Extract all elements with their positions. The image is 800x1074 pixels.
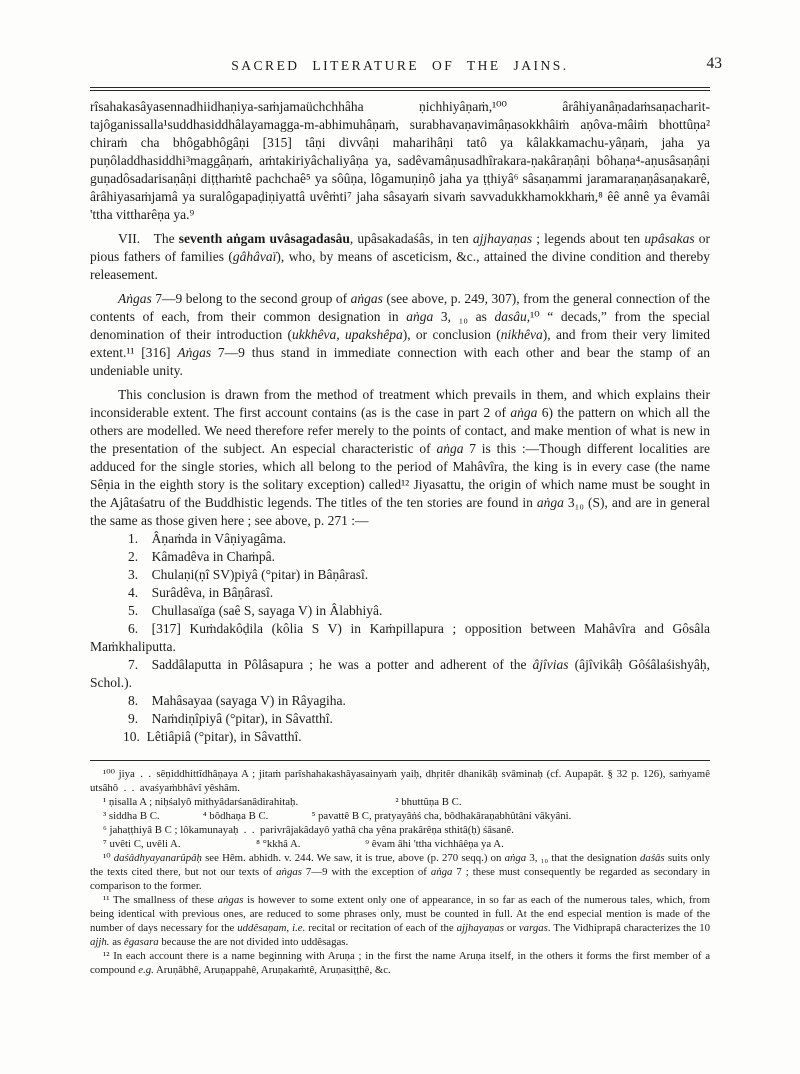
list-item-10 [90, 728, 710, 746]
text-segment: ukkhêva, upakshêpa [292, 327, 403, 342]
footnote-7-8-9 [90, 837, 710, 851]
list-item-2 [90, 548, 710, 566]
text-segment: 7. Saddâlaputta in Pôlâsapura ; he was a potter and adherent of the [128, 657, 533, 672]
text-segment: 10. Lêtiâpiâ (°pitar), in Sâvatthî. [123, 729, 302, 744]
text-segment: daśâdhyayanarûpâḥ [113, 852, 202, 864]
text-segment: 9. Naṁdiṇîpiyâ (°pitar), in Sâvatthî. [128, 711, 333, 726]
text-segment: ⁶ jahaṭṭhiyâ B C ; lôkamunayaḥ . . parivrâjakâdayô yathâ cha yêna prakârêṇa sthitâ(ḥ) śâsanê. [103, 824, 514, 836]
text-segment: see Hêm. abhidh. v. 244. We saw, it is true, above (p. 270 seqq.) on [201, 852, 505, 864]
text-segment: 3, ₁₀ as [433, 309, 495, 324]
text-segment: ³ siddha B C. [103, 810, 160, 822]
text-segment: ajjhayaṇas [456, 922, 504, 934]
text-segment: is however to some extent only one of appearance, in so far as each of the numerous tales, which, from being identical with previous ones, are reduced to some phrases only, must be counted in full. At the end especial mention is made of the number of days necessary for the [90, 894, 710, 934]
page-number: 43 [706, 55, 722, 72]
text-segment: or pious fathers of families ( [90, 231, 710, 264]
text-segment: 3, ₁₀ that the designation [526, 852, 641, 864]
text-segment: aṅga [510, 405, 538, 420]
list-item-1 [90, 530, 710, 548]
text-segment: ; legends about ten [532, 231, 645, 246]
footnote-3-4-5 [90, 809, 710, 823]
text-segment: ,¹⁰ “ decads,” from the special denomination of their introduction ( [90, 309, 710, 342]
text-segment: ¹² In each account there is a name beginning with Aruṇa ; in the first the name Aruṇa itself, in the others it forms the first member of a compound [90, 950, 710, 976]
list-item-9 [90, 710, 710, 728]
text-segment: rîsahakasâyasennadhiidhaṇiya-saṁjamaüchchhâha ṇichhiyâṇaṁ,¹⁰⁰ ârâhiyanâṇadaṁsaṇacharit-tajôganissalla¹suddhasiddhâlayamagga-m-abhimuhâṇaṁ, surabhavaṇavimâṇasokkhâiṁ aṇôva-mâiṁ bhottûṇa² chiraṁ cha bhôgabhôgâṇi [315] tâṇi divvâṇi maharihâṇi tatô ya kâlakkamachu-yâṇaṁ, jaha ya puṇôladdhasiddhi³maggâṇaṁ, aṁtakiriyâchaliyâṇa ya, sadêvamâṇusadhîrakara-ṇakâraṇâṇi bôhaṇa⁴-aṇusâsaṇâṇi guṇadôsadarisaṇâṇi diṭṭhaṁtê pachchaê⁵ ya sôûṇa, lôgamuṇiṇô jaha ya ṭṭhiyâ⁶ sâsaṇammi jaramaraṇaṇâsaṇakarê, ârâhiyasaṁjamâ ya suralôgapaḍiṇiyattâ uvêṁti⁷ jaha sâsayaṁ sivaṁ savvadukkhamokkhaṁ,⁸ êê annê ya êvamâi 'ttha vittharêṇa ya.⁹ [90, 99, 710, 222]
text-segment: dasâu [494, 309, 527, 324]
text-segment: Aruṇâbhê, Aruṇappahê, Aruṇakaṁtê, Aruṇasiṭṭhê, &c. [153, 964, 391, 976]
text-segment: aṅga [430, 866, 453, 878]
text-segment: ¹⁰⁰ jiya . . sêṇiddhittîdhâṇaya A ; jitaṁ parîshahakashâyasainyaṁ yaiḥ, dhṛitêr dhanikâḥ svâminaḥ (cf. Aupapât. § 32 p. 126), saṁyamê utsâhô . . avaśyaṁbhâvî yêshâm. [90, 768, 710, 794]
body-paragraph-angas-7-9 [90, 290, 710, 380]
text-segment: ⁴ bôdhaṇa B C. [159, 810, 269, 822]
text-segment: 2. Kâmadêva in Chaṁpâ. [128, 549, 275, 564]
text-segment: aṅgas [276, 866, 302, 878]
footnote-separator-rule [90, 760, 710, 761]
text-segment: Aṅgas [118, 291, 152, 306]
text-segment: e.g. [138, 964, 154, 976]
text-segment: i.e. [292, 922, 306, 934]
text-segment: ⁹ êvam âhi 'ttha vichhâêṇa ya A. [300, 838, 504, 850]
text-segment: 7—9 thus stand in immediate connection with each other and bear the stamp of an undeniable unity. [90, 345, 710, 378]
list-item-8 [90, 692, 710, 710]
text-segment: 7—9 belong to the second group of [151, 291, 351, 306]
text-segment: 7 is this :—Though different localities are adduced for the single stories, which all belong to the period of Mahâvîra, the king is in every case (the name Sêṇia in the eighth story is the solitary exception) called¹² Jiyasattu, the origin of which name must be sought in the Ajâtaśatru of the Buddhistic legends. The titles of the ten stories are found in [90, 441, 710, 510]
text-segment: ⁵ pavattê B C, pratyayâṅś cha, bôdhakâraṇabhûtâni vâkyâni. [268, 810, 572, 822]
text-segment: ⁷ uvêti C, uvêli A. [103, 838, 181, 850]
footnotes [90, 767, 710, 997]
body-paragraph-prakrit [90, 98, 710, 224]
list-item-5 [90, 602, 710, 620]
body-paragraph-conclusion [90, 386, 710, 530]
list-item-7 [90, 656, 710, 692]
text-segment: ajjhayaṇas [472, 231, 533, 246]
text-segment: , [286, 922, 293, 934]
text-segment: 5. Chullasaïga (saê S, sayaga V) in Âlabhiyâ. [128, 603, 383, 618]
text-segment: suits only the texts cited there, but not our texts of [90, 852, 710, 878]
text-segment: uddêsaṇam [237, 922, 287, 934]
text-segment: 7 ; these must consequently be regarded as secondary in comparison to the former. [90, 866, 710, 892]
text-segment: 6. [317] Kuṁdakôḍila (kôlia S V) in Kaṁpillapura ; opposition between Mahâvîra and Gôsâla Maṁkhaliputta. [90, 621, 710, 654]
list-item-6 [90, 620, 710, 656]
text-segment: aṅga [504, 852, 527, 864]
text-segment: ² bhuttûṇa B C. [298, 796, 462, 808]
running-title: SACRED LITERATURE OF THE JAINS. [231, 58, 569, 73]
footnote-1-2 [90, 795, 710, 809]
text-segment: aṅgas [217, 894, 244, 906]
body-text [90, 98, 710, 746]
text-segment: (see above, p. 249, 307), from the general connection of the contents of each, from their common designation in [90, 291, 711, 324]
footnote-100 [90, 767, 710, 795]
text-segment: 1. Âṇaṁda in Vâṇiyagâma. [128, 531, 286, 546]
text-segment: upâsakas [644, 231, 695, 246]
text-segment: recital or recitation of each of the [305, 922, 457, 934]
text-segment: as [109, 936, 124, 948]
list-item-3 [90, 566, 710, 584]
text-segment: (âjîvikâḥ Gôśâlaśishyâḥ, Schol.). [90, 657, 710, 690]
text-segment: ¹¹ The smallness of these [103, 894, 218, 906]
text-segment: êgasara [123, 936, 159, 948]
text-segment: ), or conclusion ( [402, 327, 501, 342]
text-segment: 3₁₀ (S), and are in general the same as those given here ; see above, p. 271 :— [90, 495, 710, 528]
text-segment: . The Vidhiprapâ characterizes the 10 [547, 922, 710, 934]
text-segment: ), and from their very limited extent.¹¹ [316] [90, 327, 710, 360]
text-segment: seventh aṅgam uvâsagadasâu [178, 231, 350, 246]
text-segment: aṅga [536, 495, 564, 510]
text-segment: This conclusion is drawn from the method of treatment which prevails in them, and which explains their inconsiderable extent. The first account contains (as is the case in part 2 of [90, 387, 710, 420]
text-segment: ), who, by means of asceticism, &c., attained the divine condition and thereby releasement. [90, 249, 710, 282]
text-segment: ¹⁰ [103, 852, 114, 864]
footnote-12 [90, 949, 710, 977]
text-segment: 7—9 with the exception of [301, 866, 431, 878]
footnote-10 [90, 851, 710, 893]
text-segment: because the are not divided into uddêsagas. [158, 936, 349, 948]
text-segment: âjîvias [532, 657, 569, 672]
body-paragraph-vii [90, 230, 710, 284]
text-segment: or [503, 922, 519, 934]
text-segment: 3. Chulaṇi(ṇî SV)piyâ (°pitar) in Bâṇârasî. [128, 567, 369, 582]
text-segment: aṅga [406, 309, 434, 324]
text-segment: ¹ ṇisalla A ; niḥśalyô mithyâdarśanâdirahitaḥ. [103, 796, 299, 808]
text-segment: vargas [518, 922, 548, 934]
text-segment: daśâs [640, 852, 665, 864]
text-segment: 8. Mahâsayaa (sayaga V) in Râyagiha. [128, 693, 346, 708]
text-segment: ajjh. [90, 936, 110, 948]
text-segment: 6) the pattern on which all the others are modelled. We need therefore refer merely to the points of contact, and make mention of what is new in the presentation of the subject. An especial characteristic of [90, 405, 710, 456]
text-segment: Aṅgas [177, 345, 212, 360]
text-segment: , upâsakadaśâs, in ten [349, 231, 473, 246]
page-header [90, 55, 722, 78]
text-segment: 4. Surâdêva, in Bâṇârasî. [128, 585, 274, 600]
text-segment: ⁸ °kkhâ A. [180, 838, 301, 850]
footnote-6 [90, 823, 710, 837]
text-segment: aṅgas [350, 291, 383, 306]
text-segment: aṅga [436, 441, 464, 456]
text-segment: gâhâvaï [232, 249, 277, 264]
text-segment: nikhêva [500, 327, 543, 342]
text-segment: VII. The [118, 231, 179, 246]
header-rule [90, 87, 710, 91]
list-item-4 [90, 584, 710, 602]
footnote-11 [90, 893, 710, 949]
